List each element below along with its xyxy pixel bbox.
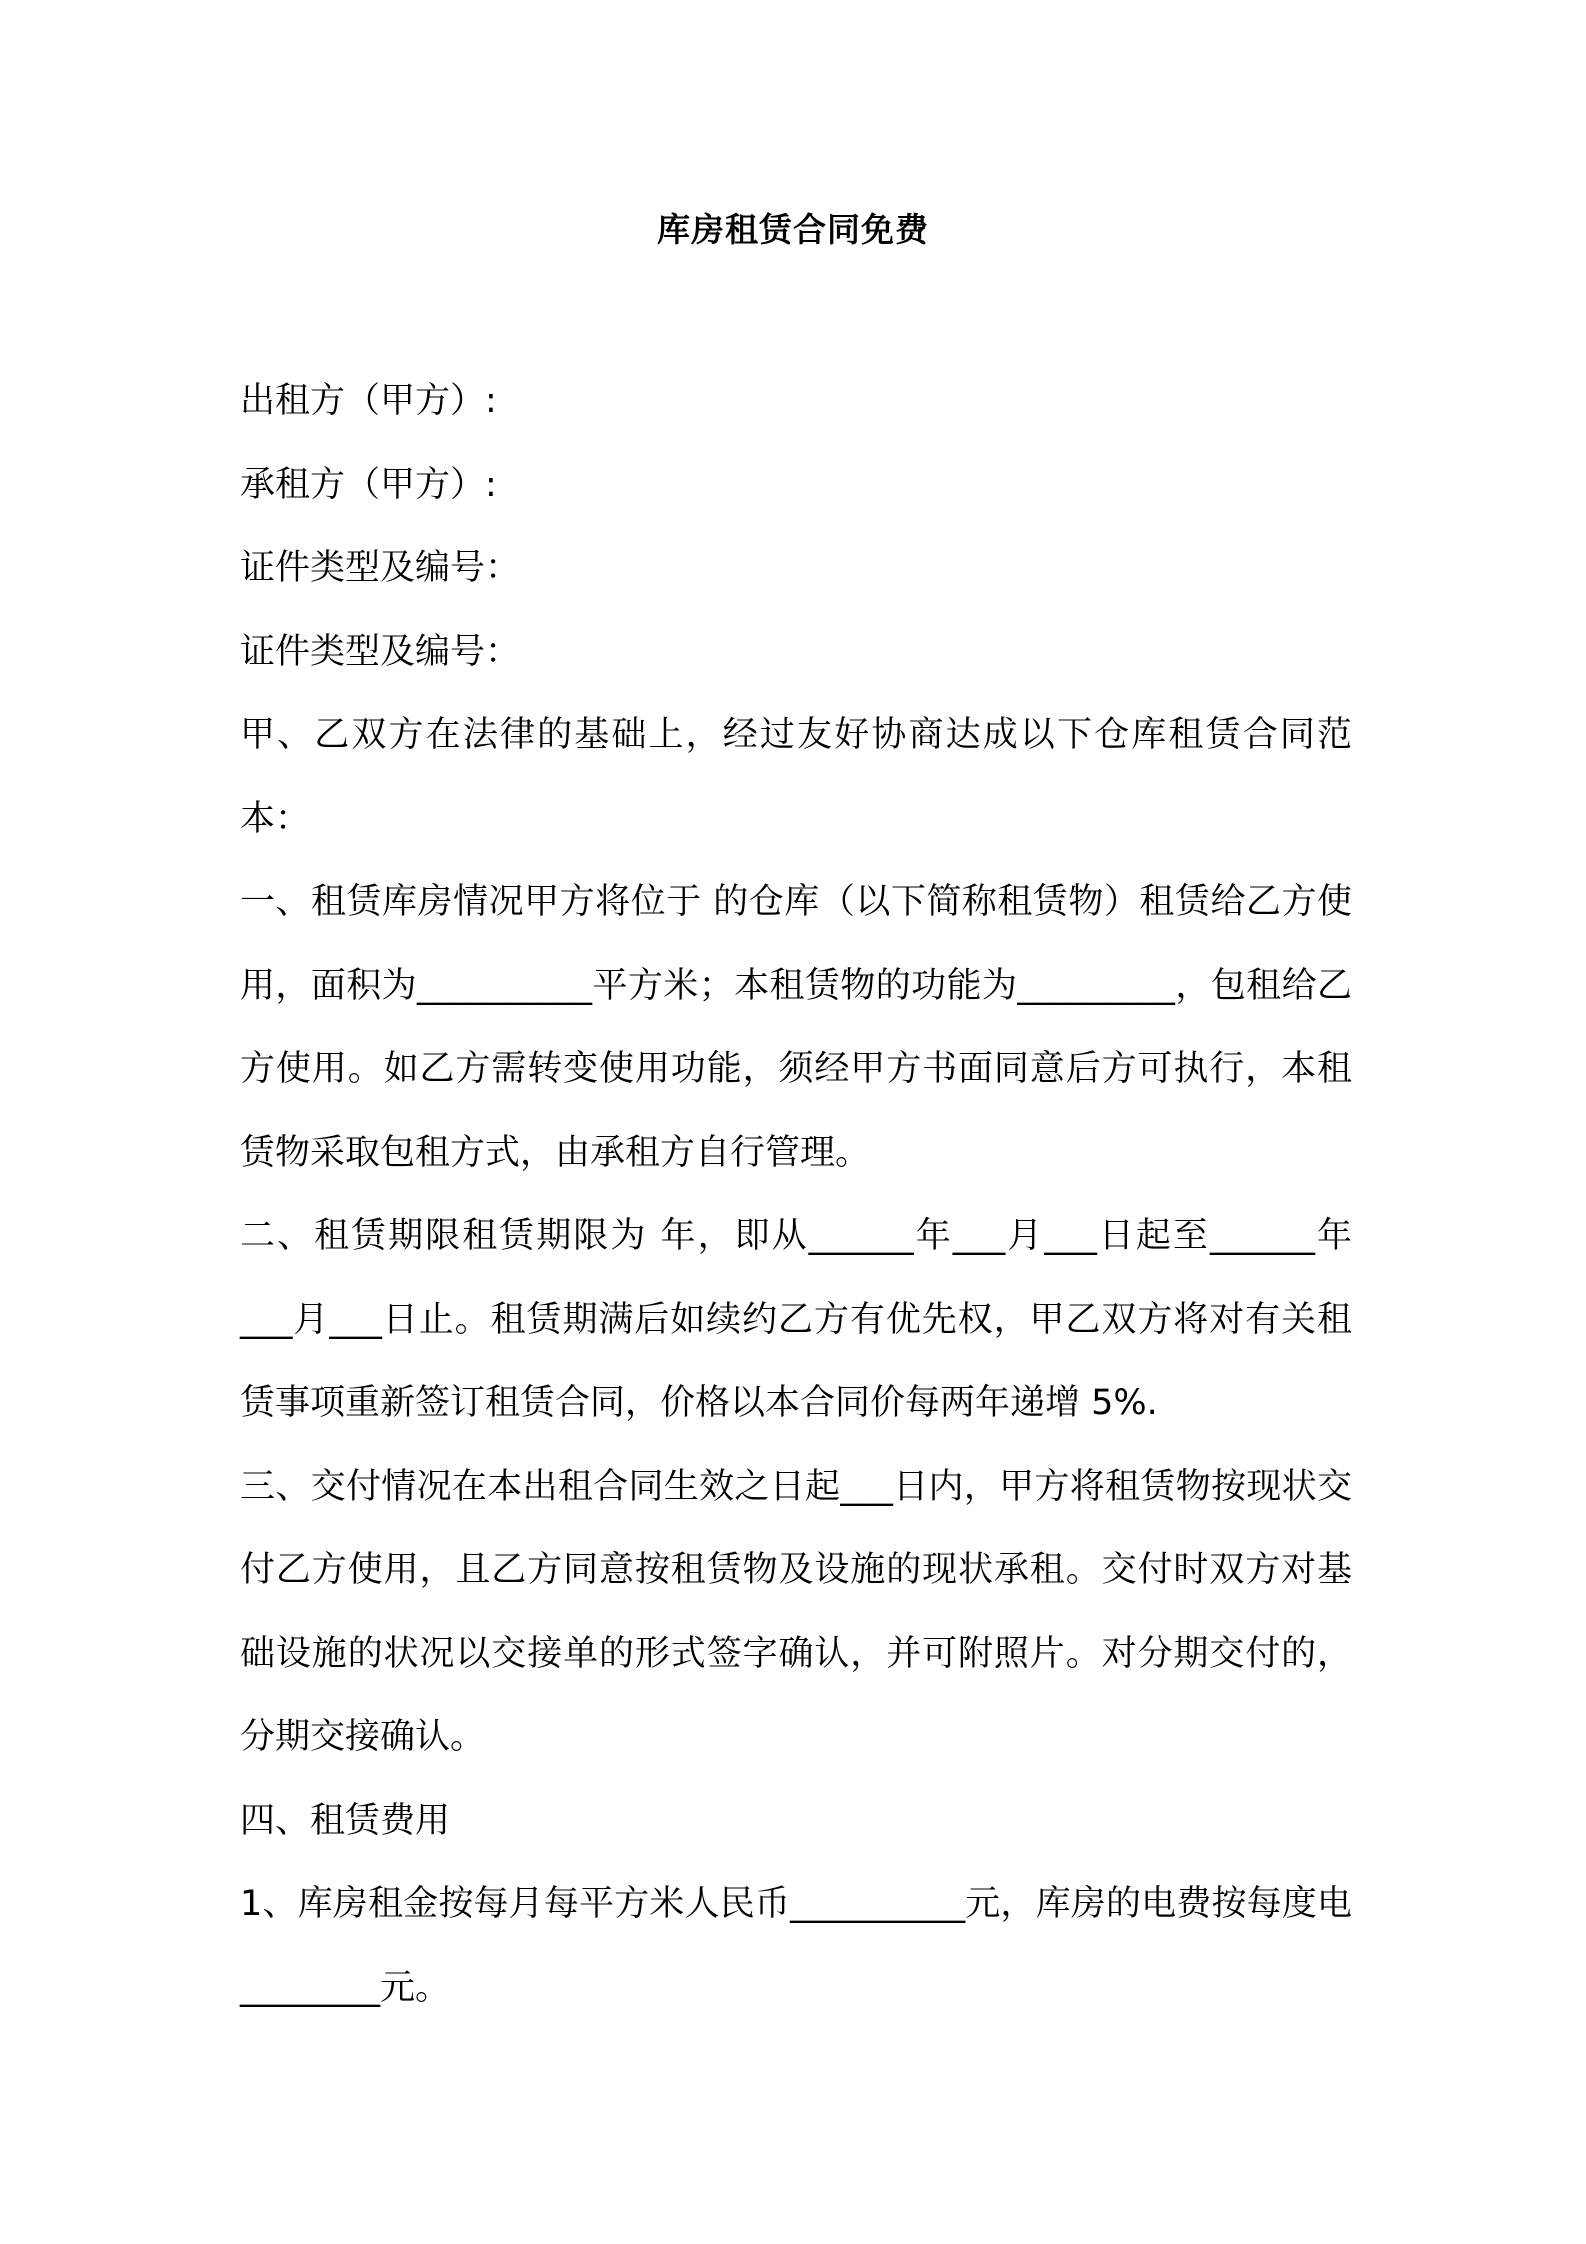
preamble-paragraph: 甲、乙双方在法律的基础上，经过友好协商达成以下仓库租赁合同范本：	[240, 715, 1352, 839]
clause-4-item-1: 1、库房租金按每月每平方米人民币__________元，库房的电费按每度电________元。	[240, 1884, 1352, 2008]
clause-2-paragraph: 二、租赁期限租赁期限为 年，即从______年___月___日起至______年___月___日止。租赁期满后如续约乙方有优先权，甲乙双方将对有关租赁事项重新签订租赁合同，价格以本合同价每两年递增 5%.	[240, 1216, 1352, 1423]
lessee-line: 承租方（甲方）:	[240, 464, 497, 505]
document-body	[240, 360, 1352, 2030]
lessor-line: 出租方（甲方）:	[240, 381, 497, 421]
id-type-line-2: 证件类型及编号：	[240, 631, 521, 672]
id-type-line-1: 证件类型及编号：	[240, 548, 521, 588]
clause-3-paragraph: 三、交付情况在本出租合同生效之日起___日内，甲方将租赁物按现状交付乙方使用，且乙方同意按租赁物及设施的现状承租。交付时双方对基础设施的状况以交接单的形式签字确认，并可附照片。对分期交付的，分期交接确认。	[240, 1466, 1352, 1757]
document-title: 库房租赁合同免费	[657, 210, 929, 249]
clause-1-paragraph: 一、租赁库房情况甲方将位于 的仓库（以下简称租赁物）租赁给乙方使用，面积为__________平方米；本租赁物的功能为_________，包租给乙方使用。如乙方需转变使用功能，须经甲方书面同意后方可执行，本租赁物采取包租方式，由承租方自行管理。	[240, 882, 1352, 1173]
clause-4-heading: 四、租赁费用	[240, 1800, 451, 1841]
